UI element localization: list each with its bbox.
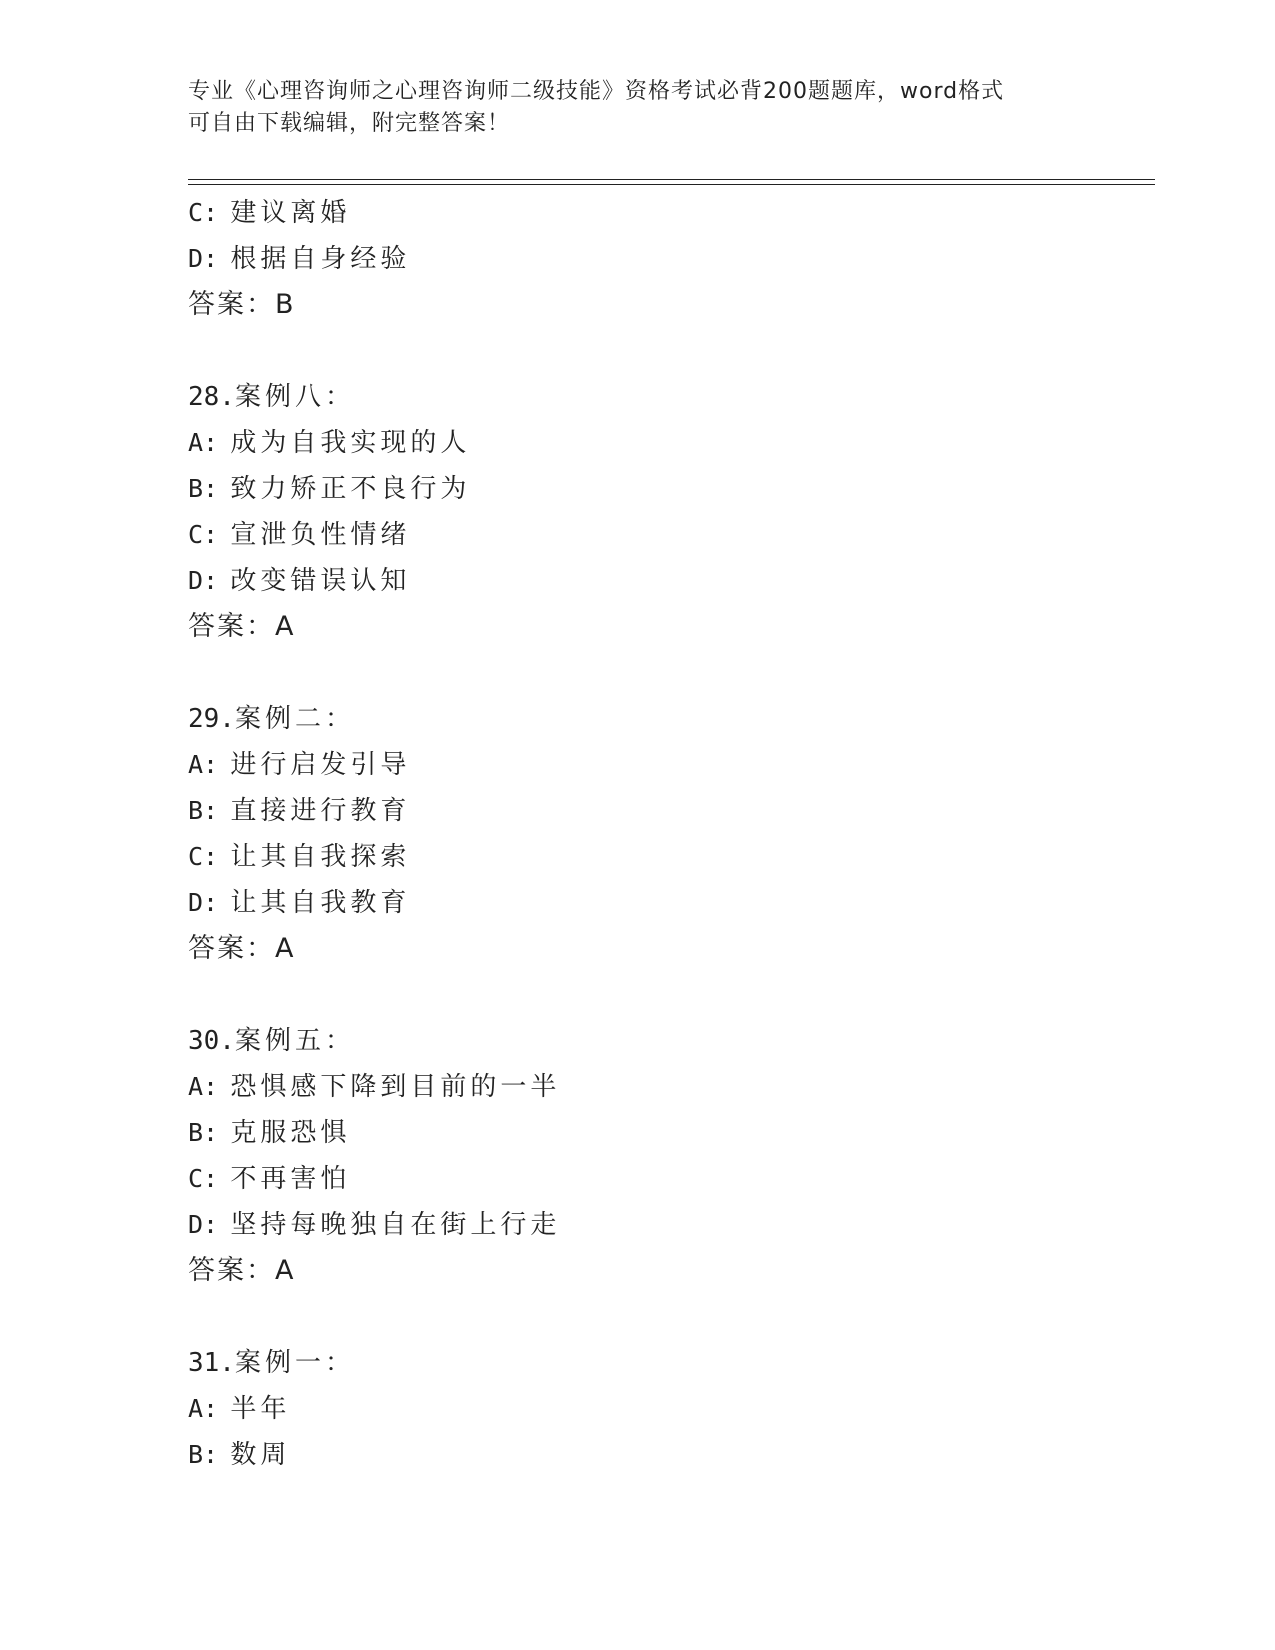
option-text: 坚持每晚独自在街上行走 [230, 1210, 561, 1240]
option-tag: B: [188, 796, 219, 825]
question-title [188, 374, 1148, 420]
header-divider-bottom [188, 184, 1155, 185]
option-tag: A: [188, 428, 219, 457]
option-text: 半年 [230, 1394, 291, 1424]
option-tag: C: [188, 520, 219, 549]
option-text: 让其自我探索 [230, 842, 411, 872]
option-tag: D: [188, 566, 219, 595]
question-27-continued [188, 190, 1148, 328]
option-b [188, 1110, 1148, 1156]
document-header [188, 76, 1068, 140]
question-28 [188, 374, 1148, 650]
option-text: 恐惧感下降到目前的一半 [230, 1072, 561, 1102]
option-a [188, 1064, 1148, 1110]
header-title-line-1: 专业《心理咨询师之心理咨询师二级技能》资格考试必背200题题库，word格式 [188, 79, 1005, 104]
option-a [188, 1386, 1148, 1432]
option-tag: A: [188, 1394, 219, 1423]
option-d [188, 236, 1148, 282]
option-tag: B: [188, 1440, 219, 1469]
option-text: 进行启发引导 [230, 750, 411, 780]
header-divider-top [188, 179, 1155, 180]
option-c [188, 1156, 1148, 1202]
question-title [188, 696, 1148, 742]
option-tag: D: [188, 888, 219, 917]
option-text: 数周 [230, 1440, 291, 1470]
question-number: 28. [188, 382, 235, 412]
option-b [188, 1432, 1148, 1478]
option-a [188, 742, 1148, 788]
answer-line: 答案：A [188, 611, 296, 642]
option-b [188, 466, 1148, 512]
option-c [188, 512, 1148, 558]
option-b [188, 788, 1148, 834]
question-list [188, 190, 1148, 1478]
option-tag: C: [188, 198, 219, 227]
option-tag: C: [188, 1164, 219, 1193]
option-d [188, 558, 1148, 604]
option-tag: C: [188, 842, 219, 871]
option-text: 克服恐惧 [230, 1118, 351, 1148]
question-text: 案例二： [234, 704, 355, 734]
option-text: 改变错误认知 [230, 566, 411, 596]
option-text: 不再害怕 [230, 1164, 351, 1194]
question-text: 案例一： [234, 1348, 355, 1378]
option-tag: B: [188, 1118, 219, 1147]
option-c [188, 190, 1148, 236]
option-text: 致力矫正不良行为 [230, 474, 471, 504]
header-title-line-2: 可自由下载编辑，附完整答案！ [188, 111, 511, 136]
option-a [188, 420, 1148, 466]
question-29 [188, 696, 1148, 972]
answer-line: 答案：A [188, 933, 296, 964]
option-text: 宣泄负性情绪 [230, 520, 411, 550]
option-d [188, 1202, 1148, 1248]
option-d [188, 880, 1148, 926]
option-c [188, 834, 1148, 880]
option-tag: A: [188, 1072, 219, 1101]
answer-line: 答案：B [188, 289, 296, 320]
question-title [188, 1018, 1148, 1064]
answer-line: 答案：A [188, 1255, 296, 1286]
option-text: 根据自身经验 [230, 244, 411, 274]
question-text: 案例五： [234, 1026, 355, 1056]
option-tag: B: [188, 474, 219, 503]
option-tag: D: [188, 244, 219, 273]
question-number: 31. [188, 1348, 235, 1378]
option-text: 建议离婚 [230, 198, 351, 228]
option-tag: D: [188, 1210, 219, 1239]
question-number: 29. [188, 704, 235, 734]
question-31 [188, 1340, 1148, 1478]
question-number: 30. [188, 1026, 235, 1056]
option-text: 让其自我教育 [230, 888, 411, 918]
option-text: 直接进行教育 [230, 796, 411, 826]
option-text: 成为自我实现的人 [230, 428, 471, 458]
option-tag: A: [188, 750, 219, 779]
question-text: 案例八： [234, 382, 355, 412]
question-30 [188, 1018, 1148, 1294]
question-title [188, 1340, 1148, 1386]
